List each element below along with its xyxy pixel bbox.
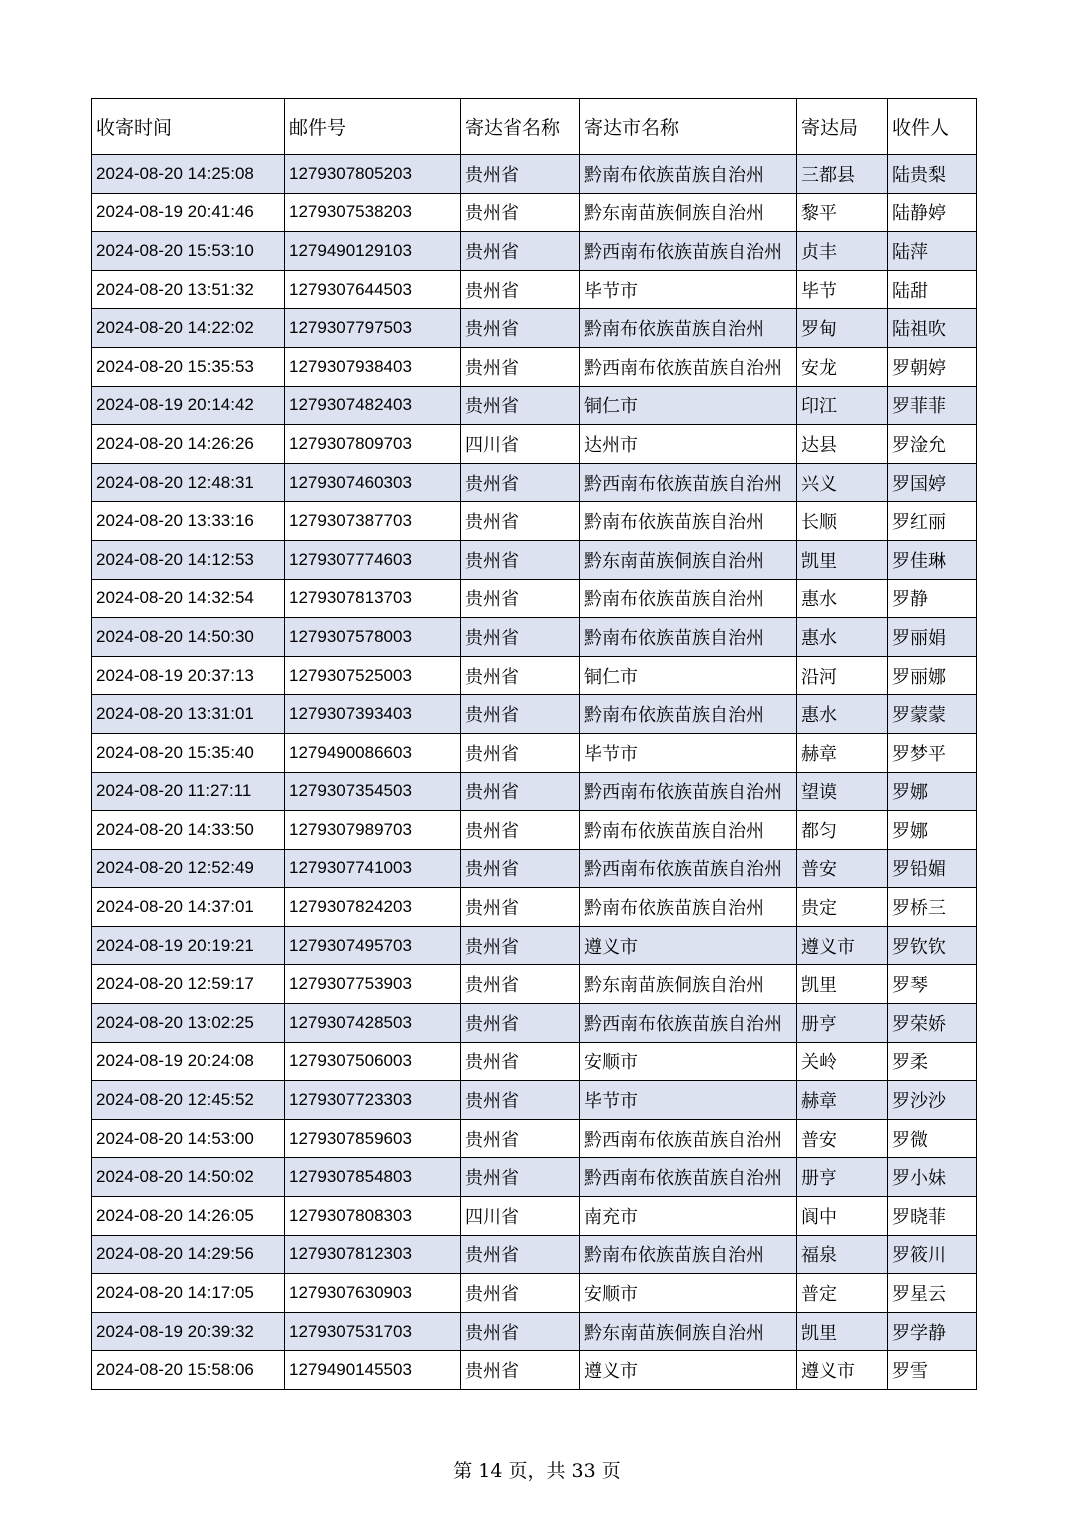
- cell-mail-number: 1279307393403: [285, 695, 461, 734]
- cell-recipient: 罗梦平: [888, 733, 977, 772]
- cell-city: 黔东南苗族侗族自治州: [580, 193, 797, 232]
- table-row: [92, 1158, 977, 1197]
- table-row: [92, 733, 977, 772]
- cell-province: 贵州省: [461, 463, 580, 502]
- cell-city: 黔南布依族苗族自治州: [580, 579, 797, 618]
- cell-recipient: 罗琴: [888, 965, 977, 1004]
- cell-city: 黔南布依族苗族自治州: [580, 695, 797, 734]
- cell-province: 贵州省: [461, 193, 580, 232]
- cell-province: 贵州省: [461, 1235, 580, 1274]
- cell-send-time: 2024-08-20 13:02:25: [92, 1004, 285, 1043]
- cell-office: 惠水: [797, 618, 888, 657]
- table-row: [92, 1197, 977, 1236]
- table-row: [92, 502, 977, 541]
- cell-send-time: 2024-08-20 13:31:01: [92, 695, 285, 734]
- cell-recipient: 陆静婷: [888, 193, 977, 232]
- cell-mail-number: 1279307630903: [285, 1274, 461, 1313]
- cell-recipient: 罗晓菲: [888, 1197, 977, 1236]
- cell-recipient: 陆贵梨: [888, 155, 977, 194]
- cell-city: 黔南布依族苗族自治州: [580, 155, 797, 194]
- cell-city: 黔东南苗族侗族自治州: [580, 1312, 797, 1351]
- cell-send-time: 2024-08-19 20:19:21: [92, 926, 285, 965]
- cell-province: 贵州省: [461, 1004, 580, 1043]
- cell-city: 毕节市: [580, 733, 797, 772]
- cell-office: 安龙: [797, 347, 888, 386]
- cell-office: 毕节: [797, 270, 888, 309]
- cell-recipient: 陆甜: [888, 270, 977, 309]
- cell-province: 贵州省: [461, 1119, 580, 1158]
- table-row: [92, 1235, 977, 1274]
- cell-mail-number: 1279307753903: [285, 965, 461, 1004]
- cell-city: 黔南布依族苗族自治州: [580, 618, 797, 657]
- table-row: [92, 618, 977, 657]
- cell-office: 册亨: [797, 1004, 888, 1043]
- cell-city: 黔西南布依族苗族自治州: [580, 849, 797, 888]
- header-destination-city: 寄达市名称: [580, 99, 797, 155]
- cell-province: 贵州省: [461, 347, 580, 386]
- cell-office: 印江: [797, 386, 888, 425]
- cell-mail-number: 1279307644503: [285, 270, 461, 309]
- cell-mail-number: 1279490086603: [285, 733, 461, 772]
- cell-office: 遵义市: [797, 926, 888, 965]
- cell-province: 贵州省: [461, 695, 580, 734]
- cell-mail-number: 1279307741003: [285, 849, 461, 888]
- cell-recipient: 罗丽娜: [888, 656, 977, 695]
- cell-city: 黔南布依族苗族自治州: [580, 309, 797, 348]
- cell-mail-number: 1279307812303: [285, 1235, 461, 1274]
- cell-province: 贵州省: [461, 1312, 580, 1351]
- cell-city: 毕节市: [580, 1081, 797, 1120]
- cell-mail-number: 1279307354503: [285, 772, 461, 811]
- table-row: [92, 309, 977, 348]
- cell-recipient: 罗微: [888, 1119, 977, 1158]
- cell-province: 贵州省: [461, 502, 580, 541]
- cell-send-time: 2024-08-20 14:26:05: [92, 1197, 285, 1236]
- table-row: [92, 193, 977, 232]
- cell-city: 黔西南布依族苗族自治州: [580, 463, 797, 502]
- cell-send-time: 2024-08-20 15:35:53: [92, 347, 285, 386]
- cell-mail-number: 1279307805203: [285, 155, 461, 194]
- cell-province: 贵州省: [461, 1081, 580, 1120]
- table-row: [92, 1042, 977, 1081]
- cell-province: 贵州省: [461, 155, 580, 194]
- cell-province: 贵州省: [461, 733, 580, 772]
- cell-mail-number: 1279307506003: [285, 1042, 461, 1081]
- cell-send-time: 2024-08-20 14:37:01: [92, 888, 285, 927]
- header-recipient: 收件人: [888, 99, 977, 155]
- cell-mail-number: 1279307859603: [285, 1119, 461, 1158]
- cell-office: 达县: [797, 425, 888, 464]
- cell-city: 黔西南布依族苗族自治州: [580, 347, 797, 386]
- cell-mail-number: 1279307797503: [285, 309, 461, 348]
- cell-send-time: 2024-08-20 11:27:11: [92, 772, 285, 811]
- cell-mail-number: 1279307824203: [285, 888, 461, 927]
- table-row: [92, 1119, 977, 1158]
- cell-office: 赫章: [797, 1081, 888, 1120]
- cell-send-time: 2024-08-20 13:51:32: [92, 270, 285, 309]
- table-row: [92, 347, 977, 386]
- cell-recipient: 罗静: [888, 579, 977, 618]
- cell-province: 贵州省: [461, 232, 580, 271]
- cell-send-time: 2024-08-20 12:45:52: [92, 1081, 285, 1120]
- cell-recipient: 罗星云: [888, 1274, 977, 1313]
- cell-send-time: 2024-08-20 14:32:54: [92, 579, 285, 618]
- cell-recipient: 罗菲菲: [888, 386, 977, 425]
- cell-city: 黔西南布依族苗族自治州: [580, 772, 797, 811]
- cell-mail-number: 1279307989703: [285, 811, 461, 850]
- cell-province: 贵州省: [461, 1158, 580, 1197]
- cell-province: 贵州省: [461, 618, 580, 657]
- cell-office: 册亨: [797, 1158, 888, 1197]
- cell-mail-number: 1279307531703: [285, 1312, 461, 1351]
- table-row: [92, 579, 977, 618]
- cell-mail-number: 1279307723303: [285, 1081, 461, 1120]
- table-row: [92, 232, 977, 271]
- cell-send-time: 2024-08-20 14:33:50: [92, 811, 285, 850]
- cell-province: 贵州省: [461, 1351, 580, 1390]
- cell-mail-number: 1279307387703: [285, 502, 461, 541]
- table-row: [92, 849, 977, 888]
- cell-mail-number: 1279307460303: [285, 463, 461, 502]
- cell-city: 黔东南苗族侗族自治州: [580, 540, 797, 579]
- cell-province: 贵州省: [461, 270, 580, 309]
- cell-province: 贵州省: [461, 926, 580, 965]
- cell-recipient: 罗小妹: [888, 1158, 977, 1197]
- cell-office: 贞丰: [797, 232, 888, 271]
- cell-office: 三都县: [797, 155, 888, 194]
- table-row: [92, 270, 977, 309]
- cell-office: 阆中: [797, 1197, 888, 1236]
- cell-recipient: 罗筱川: [888, 1235, 977, 1274]
- cell-mail-number: 1279307809703: [285, 425, 461, 464]
- cell-mail-number: 1279307538203: [285, 193, 461, 232]
- cell-send-time: 2024-08-20 15:53:10: [92, 232, 285, 271]
- cell-province: 贵州省: [461, 772, 580, 811]
- cell-office: 惠水: [797, 695, 888, 734]
- table-row: [92, 1274, 977, 1313]
- cell-mail-number: 1279307495703: [285, 926, 461, 965]
- cell-recipient: 罗国婷: [888, 463, 977, 502]
- cell-office: 普定: [797, 1274, 888, 1313]
- table-row: [92, 926, 977, 965]
- table-row: [92, 463, 977, 502]
- cell-city: 南充市: [580, 1197, 797, 1236]
- cell-send-time: 2024-08-20 14:26:26: [92, 425, 285, 464]
- cell-city: 黔南布依族苗族自治州: [580, 888, 797, 927]
- page-number-footer: 第 14 页，共 33 页: [453, 1460, 621, 1482]
- cell-send-time: 2024-08-20 13:33:16: [92, 502, 285, 541]
- cell-city: 达州市: [580, 425, 797, 464]
- cell-mail-number: 1279307525003: [285, 656, 461, 695]
- cell-office: 贵定: [797, 888, 888, 927]
- cell-send-time: 2024-08-20 15:35:40: [92, 733, 285, 772]
- header-mail-number: 邮件号: [285, 99, 461, 155]
- table-row: [92, 155, 977, 194]
- cell-city: 黔南布依族苗族自治州: [580, 1235, 797, 1274]
- cell-province: 贵州省: [461, 309, 580, 348]
- cell-province: 贵州省: [461, 849, 580, 888]
- cell-city: 安顺市: [580, 1274, 797, 1313]
- cell-send-time: 2024-08-19 20:41:46: [92, 193, 285, 232]
- cell-province: 贵州省: [461, 540, 580, 579]
- cell-send-time: 2024-08-20 14:17:05: [92, 1274, 285, 1313]
- cell-city: 铜仁市: [580, 386, 797, 425]
- cell-city: 黔西南布依族苗族自治州: [580, 232, 797, 271]
- table-row: [92, 965, 977, 1004]
- cell-mail-number: 1279307808303: [285, 1197, 461, 1236]
- header-row: [92, 99, 977, 155]
- cell-recipient: 罗丽娟: [888, 618, 977, 657]
- cell-recipient: 罗柔: [888, 1042, 977, 1081]
- table-row: [92, 540, 977, 579]
- cell-send-time: 2024-08-20 14:50:02: [92, 1158, 285, 1197]
- cell-mail-number: 1279307482403: [285, 386, 461, 425]
- cell-mail-number: 1279307854803: [285, 1158, 461, 1197]
- cell-office: 凯里: [797, 540, 888, 579]
- cell-recipient: 罗钦钦: [888, 926, 977, 965]
- table-body: [92, 155, 977, 1390]
- cell-office: 普安: [797, 849, 888, 888]
- cell-send-time: 2024-08-19 20:14:42: [92, 386, 285, 425]
- cell-city: 黔东南苗族侗族自治州: [580, 965, 797, 1004]
- cell-recipient: 罗桥三: [888, 888, 977, 927]
- cell-office: 福泉: [797, 1235, 888, 1274]
- cell-office: 惠水: [797, 579, 888, 618]
- cell-recipient: 罗红丽: [888, 502, 977, 541]
- cell-office: 沿河: [797, 656, 888, 695]
- cell-recipient: 罗朝婷: [888, 347, 977, 386]
- cell-province: 四川省: [461, 425, 580, 464]
- cell-send-time: 2024-08-20 12:48:31: [92, 463, 285, 502]
- cell-recipient: 罗蒙蒙: [888, 695, 977, 734]
- table-row: [92, 1004, 977, 1043]
- cell-recipient: 罗沙沙: [888, 1081, 977, 1120]
- cell-office: 凯里: [797, 965, 888, 1004]
- cell-province: 贵州省: [461, 1274, 580, 1313]
- cell-city: 黔南布依族苗族自治州: [580, 811, 797, 850]
- cell-recipient: 陆祖吹: [888, 309, 977, 348]
- cell-city: 遵义市: [580, 1351, 797, 1390]
- cell-office: 望谟: [797, 772, 888, 811]
- cell-province: 贵州省: [461, 1042, 580, 1081]
- table-row: [92, 1081, 977, 1120]
- cell-send-time: 2024-08-20 15:58:06: [92, 1351, 285, 1390]
- cell-city: 毕节市: [580, 270, 797, 309]
- cell-send-time: 2024-08-19 20:39:32: [92, 1312, 285, 1351]
- cell-office: 兴义: [797, 463, 888, 502]
- cell-mail-number: 1279307428503: [285, 1004, 461, 1043]
- cell-recipient: 罗铅媚: [888, 849, 977, 888]
- cell-send-time: 2024-08-20 14:22:02: [92, 309, 285, 348]
- cell-mail-number: 1279490145503: [285, 1351, 461, 1390]
- cell-province: 贵州省: [461, 656, 580, 695]
- table-row: [92, 888, 977, 927]
- cell-city: 黔西南布依族苗族自治州: [580, 1004, 797, 1043]
- cell-city: 遵义市: [580, 926, 797, 965]
- cell-office: 长顺: [797, 502, 888, 541]
- cell-mail-number: 1279490129103: [285, 232, 461, 271]
- table-row: [92, 656, 977, 695]
- cell-province: 贵州省: [461, 386, 580, 425]
- cell-city: 安顺市: [580, 1042, 797, 1081]
- cell-office: 罗甸: [797, 309, 888, 348]
- table-row: [92, 386, 977, 425]
- cell-recipient: 罗淦允: [888, 425, 977, 464]
- table-row: [92, 1312, 977, 1351]
- cell-office: 凯里: [797, 1312, 888, 1351]
- header-destination-office: 寄达局: [797, 99, 888, 155]
- cell-recipient: 罗佳琳: [888, 540, 977, 579]
- cell-office: 普安: [797, 1119, 888, 1158]
- header-send-time: 收寄时间: [92, 99, 285, 155]
- cell-mail-number: 1279307774603: [285, 540, 461, 579]
- cell-send-time: 2024-08-20 12:59:17: [92, 965, 285, 1004]
- cell-recipient: 罗学静: [888, 1312, 977, 1351]
- table-header: [92, 99, 977, 155]
- cell-send-time: 2024-08-20 14:50:30: [92, 618, 285, 657]
- cell-city: 黔西南布依族苗族自治州: [580, 1158, 797, 1197]
- cell-office: 关岭: [797, 1042, 888, 1081]
- cell-city: 黔西南布依族苗族自治州: [580, 1119, 797, 1158]
- cell-mail-number: 1279307813703: [285, 579, 461, 618]
- cell-city: 黔南布依族苗族自治州: [580, 502, 797, 541]
- cell-recipient: 罗雪: [888, 1351, 977, 1390]
- cell-send-time: 2024-08-20 14:12:53: [92, 540, 285, 579]
- table-row: [92, 811, 977, 850]
- cell-province: 贵州省: [461, 965, 580, 1004]
- cell-office: 都匀: [797, 811, 888, 850]
- cell-recipient: 罗娜: [888, 772, 977, 811]
- mail-records-table: [91, 98, 977, 1390]
- cell-recipient: 罗荣娇: [888, 1004, 977, 1043]
- table-row: [92, 772, 977, 811]
- cell-mail-number: 1279307578003: [285, 618, 461, 657]
- cell-send-time: 2024-08-20 12:52:49: [92, 849, 285, 888]
- cell-send-time: 2024-08-20 14:53:00: [92, 1119, 285, 1158]
- table-row: [92, 695, 977, 734]
- table-row: [92, 1351, 977, 1390]
- cell-city: 铜仁市: [580, 656, 797, 695]
- cell-send-time: 2024-08-20 14:25:08: [92, 155, 285, 194]
- cell-office: 赫章: [797, 733, 888, 772]
- cell-send-time: 2024-08-19 20:24:08: [92, 1042, 285, 1081]
- cell-office: 黎平: [797, 193, 888, 232]
- cell-province: 贵州省: [461, 811, 580, 850]
- header-destination-province: 寄达省名称: [461, 99, 580, 155]
- cell-mail-number: 1279307938403: [285, 347, 461, 386]
- cell-province: 贵州省: [461, 579, 580, 618]
- cell-recipient: 陆萍: [888, 232, 977, 271]
- cell-office: 遵义市: [797, 1351, 888, 1390]
- cell-province: 贵州省: [461, 888, 580, 927]
- table-row: [92, 425, 977, 464]
- cell-recipient: 罗娜: [888, 811, 977, 850]
- cell-province: 四川省: [461, 1197, 580, 1236]
- cell-send-time: 2024-08-20 14:29:56: [92, 1235, 285, 1274]
- cell-send-time: 2024-08-19 20:37:13: [92, 656, 285, 695]
